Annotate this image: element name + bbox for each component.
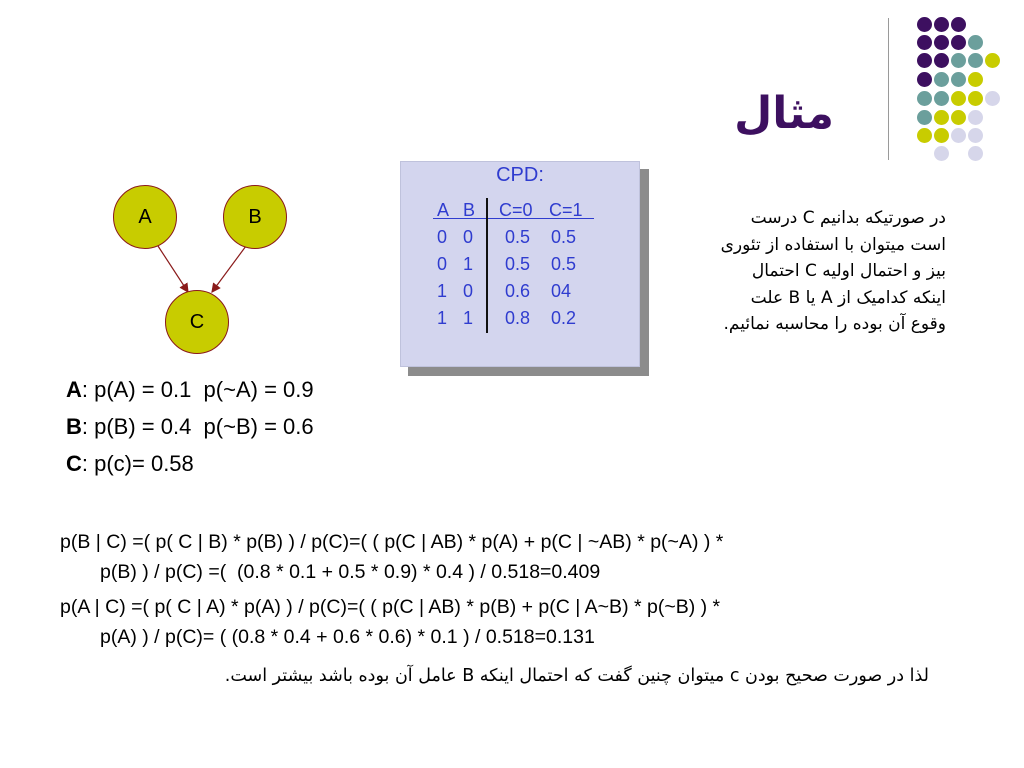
cpd-column-rule (486, 198, 488, 333)
paragraph-line: بیز و احتمال اولیه C احتمال (751, 261, 946, 281)
dot (968, 72, 983, 87)
formula-b-line1: p(B | C) =( p( C | B) * p(B) ) / p(C)=( ( p(C | AB) * p(A) + p(C | ~AB) * p(~A) ) * (60, 531, 724, 553)
paragraph-line: است میتوان با استفاده از تئوری (720, 234, 946, 255)
cpd-header-b: B (463, 200, 476, 220)
dot (951, 35, 966, 50)
node-b-label: B (248, 205, 262, 228)
dot (934, 35, 949, 50)
node-c (165, 290, 229, 354)
dot (934, 128, 949, 143)
paragraph-line: اینکه کدامیک از A یا B علت (750, 287, 946, 308)
var-b: B (66, 414, 82, 439)
dot (951, 110, 966, 125)
cpd-cell: 0.8 (505, 308, 531, 328)
node-c-label: C (189, 310, 205, 333)
prior-c (66, 451, 194, 477)
prior-a-text: : p(A) = 0.1 p(~A) = 0.9 (81, 377, 314, 402)
cpd-cell: 0 (437, 227, 448, 247)
prior-b (66, 414, 314, 440)
dot (917, 17, 932, 32)
dot (968, 53, 983, 68)
edge-b-c (212, 246, 246, 292)
cpd-header-c1: C=1 (549, 200, 583, 220)
conclusion-text: لذا در صورت صحیح بودن c میتوان چنین گفت که احتمال اینکه B عامل آن بوده باشد بیشتر است. (224, 666, 929, 686)
node-b (223, 185, 287, 249)
title-divider (888, 18, 889, 160)
node-a (113, 185, 177, 249)
dot (968, 91, 983, 106)
prior-b-text: : p(B) = 0.4 p(~B) = 0.6 (81, 414, 314, 439)
var-c: C (66, 451, 82, 476)
paragraph-line: در صورتیکه بدانیم C درست (750, 208, 946, 228)
dot (934, 110, 949, 125)
dot (968, 110, 983, 125)
dot (917, 110, 932, 125)
dot (917, 35, 932, 50)
dot (917, 128, 932, 143)
node-a-label: A (138, 205, 152, 228)
explanation-paragraph (646, 205, 946, 338)
cpd-cell: 04 (551, 281, 572, 301)
paragraph-line: وقوع آن بوده را محاسبه نمائیم. (723, 314, 946, 334)
cpd-cell: 0.5 (505, 227, 531, 247)
cpd-cell: 1 (463, 254, 474, 274)
cpd-title: CPD: (496, 164, 544, 186)
var-a: A (66, 377, 82, 402)
dot (968, 146, 983, 161)
cpd-cell: 0.5 (505, 254, 531, 274)
slide-title: مثال (734, 88, 834, 139)
cpd-cell: 0 (463, 281, 474, 301)
cpd-cell: 0 (463, 227, 474, 247)
cpd-cell: 0.6 (505, 281, 531, 301)
cpd-cell: 0.5 (551, 227, 577, 247)
prior-a (66, 377, 314, 403)
dot (934, 17, 949, 32)
dot (934, 91, 949, 106)
dot (985, 91, 1000, 106)
cpd-cell: 0 (437, 254, 448, 274)
dot (917, 72, 932, 87)
dot (951, 72, 966, 87)
cpd-cell: 1 (463, 308, 474, 328)
cpd-cell: 1 (437, 308, 448, 328)
dot (917, 91, 932, 106)
dot (985, 53, 1000, 68)
dot (951, 91, 966, 106)
cpd-cell: 0.2 (551, 308, 577, 328)
dot (934, 146, 949, 161)
dot (951, 17, 966, 32)
cpd-header-c0: C=0 (499, 200, 533, 220)
dot (951, 53, 966, 68)
formula-b-given-c (60, 527, 960, 587)
dot (951, 128, 966, 143)
dot (934, 53, 949, 68)
formula-b-line2: p(B) ) / p(C) =( (0.8 * 0.1 + 0.5 * 0.9) * 0.4 ) / 0.518=0.409 (100, 561, 601, 583)
edge-a-c (158, 246, 188, 292)
formula-a-line1: p(A | C) =( p( C | A) * p(A) ) / p(C)=( ( p(C | AB) * p(B) + p(C | A~B) * p(~B) ) * (60, 596, 721, 618)
cpd-cell: 0.5 (551, 254, 577, 274)
cpd-header-a: A (437, 200, 450, 220)
cpd-table (400, 161, 640, 367)
dot (968, 128, 983, 143)
prior-c-text: : p(c)= 0.58 (81, 451, 194, 476)
formula-a-line2: p(A) ) / p(C)= ( (0.8 * 0.4 + 0.6 * 0.6) * 0.1 ) / 0.518=0.131 (100, 626, 595, 648)
dot (934, 72, 949, 87)
formula-a-given-c (60, 592, 960, 652)
dot (917, 53, 932, 68)
cpd-cell: 1 (437, 281, 448, 301)
dot (968, 35, 983, 50)
